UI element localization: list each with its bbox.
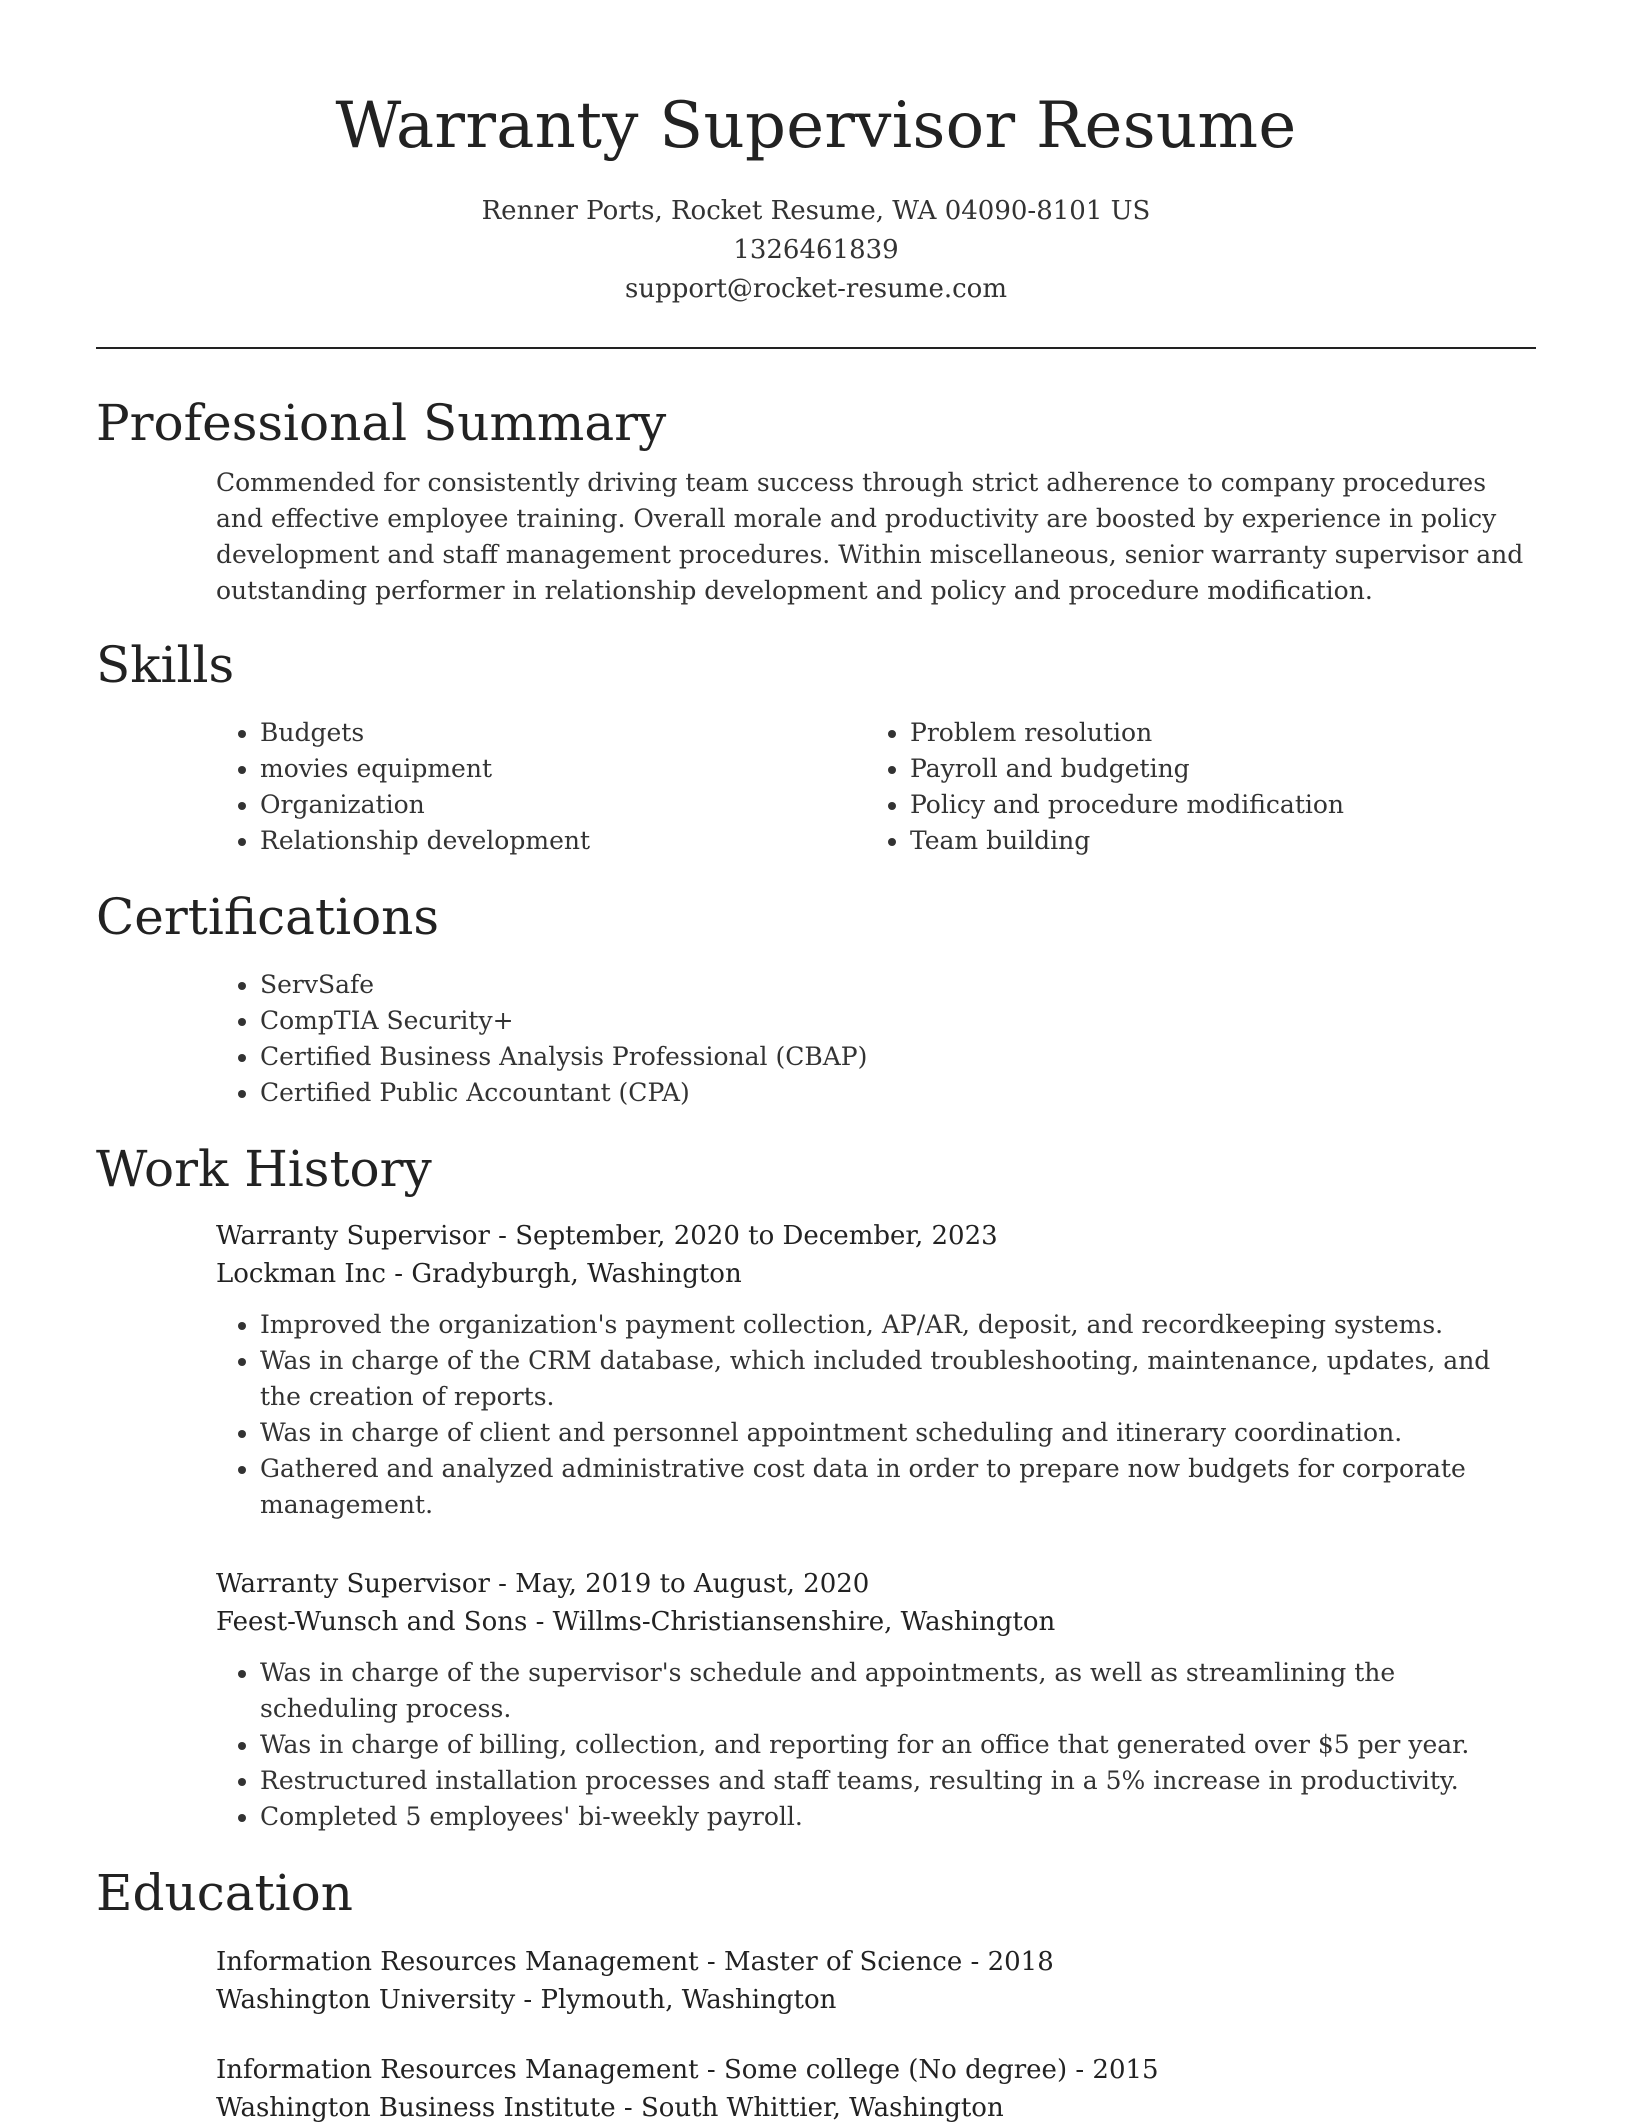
education-section [96,1861,1536,2127]
education-year: 2015 [1092,2055,1159,2085]
skill-item: • Relationship development [260,823,866,859]
job-company-line [216,1603,1536,1641]
job-title: Warranty Supervisor [216,1221,490,1251]
skill-item: • Budgets [260,715,866,751]
job-location: Gradyburgh, Washington [411,1259,742,1289]
separator: - [489,1221,516,1251]
skill-item: • Team building [910,823,1516,859]
contact-address: Renner Ports, Rocket Resume, WA 04090-8101 US [481,196,1151,226]
separator: - [489,1569,516,1599]
skill-item: • Organization [260,787,866,823]
certification-item: • CompTIA Security+ [260,1003,1536,1039]
job-company: Feest-Wunsch and Sons [216,1607,528,1637]
job-company-line [216,1255,1536,1293]
skill-item: • Problem resolution [910,715,1516,751]
certification-item: • Certified Business Analysis Professional (CBAP) [260,1039,1536,1075]
summary-heading: Professional Summary [96,394,667,452]
education-school: Washington Business Institute [216,2093,616,2123]
education-degree: Some college (No degree) [723,2055,1068,2085]
job-bullet: • Was in charge of the CRM database, which included troubleshooting, maintenance, updates, and the creation of reports. [260,1343,1536,1415]
skill-item: • Payroll and budgeting [910,751,1516,787]
education-field: Information Resources Management [216,1947,699,1977]
education-entry [96,2051,1536,2127]
skill-item: • Policy and procedure modification [910,787,1516,823]
certification-item: • ServSafe [260,967,1536,1003]
education-degree: Master of Science [723,1947,963,1977]
skills-grid [96,715,1536,859]
skills-list-right [866,715,1516,859]
contact-email: support@rocket-resume.com [624,274,1007,304]
job-title: Warranty Supervisor [216,1569,490,1599]
education-school-line [216,1981,1536,2019]
education-degree-line [216,1943,1536,1981]
separator: - [615,2093,641,2123]
certifications-heading: Certifications [96,888,440,946]
separator: - [385,1259,412,1289]
certification-item: • Certified Public Accountant (CPA) [260,1075,1536,1111]
certifications-list [96,967,1536,1111]
job-entry [96,1565,1536,1835]
education-year: 2018 [987,1947,1054,1977]
job-bullet: • Improved the organization's payment collection, AP/AR, deposit, and recordkeeping systems. [260,1307,1536,1343]
skill-item: • movies equipment [260,751,866,787]
contact-block [96,192,1536,309]
education-degree-line [216,2051,1536,2089]
resume-page [96,0,1536,2127]
job-bullet: • Gathered and analyzed administrative cost data in order to prepare now budgets for corporate management. [260,1451,1536,1523]
job-dates: May, 2019 to August, 2020 [515,1569,870,1599]
job-bullet: • Was in charge of the supervisor's schedule and appointments, as well as streamlining the scheduling process. [260,1655,1536,1727]
education-entry [96,1943,1536,2019]
job-location: Willms-Christiansenshire, Washington [552,1607,1056,1637]
education-school: Washington University [216,1985,516,2015]
job-dates: September, 2020 to December, 2023 [515,1221,998,1251]
skills-list-left [216,715,866,859]
resume-title: Warranty Supervisor Resume [335,89,1297,163]
work-history-section [96,1137,1536,1835]
separator: - [698,1947,724,1977]
job-bullets [216,1655,1536,1835]
education-location: Plymouth, Washington [540,1985,837,2015]
job-bullets [216,1307,1536,1523]
education-school-line [216,2089,1536,2127]
separator: - [515,1985,541,2015]
certifications-section [96,885,1536,1111]
job-bullet: • Completed 5 employees' bi-weekly payroll. [260,1799,1536,1835]
summary-section [96,391,1536,609]
job-company: Lockman Inc [216,1259,386,1289]
job-bullet: • Restructured installation processes and staff teams, resulting in a 5% increase in productivity. [260,1763,1536,1799]
contact-phone: 1326461839 [733,235,899,265]
education-location: South Whittier, Washington [640,2093,1004,2123]
separator: - [1067,2055,1093,2085]
job-bullet: • Was in charge of billing, collection, and reporting for an office that generated over $5 per year. [260,1727,1536,1763]
skills-heading: Skills [96,636,235,694]
work-history-heading: Work History [96,1140,432,1198]
separator: - [698,2055,724,2085]
summary-text: Commended for consistently driving team success through strict adherence to company procedures and effective employee training. Overall morale and productivity are boosted by experience in policy development and staff management procedures. Within miscellaneous, senior warranty supervisor and outstanding performer in relationship development and policy and procedure modification. [216,468,1524,605]
separator: - [527,1607,553,1637]
separator: - [962,1947,988,1977]
education-heading: Education [96,1864,353,1922]
job-title-line [216,1217,1536,1255]
header-divider [96,347,1536,349]
skills-section [96,633,1536,859]
job-entry [96,1217,1536,1523]
education-field: Information Resources Management [216,2055,699,2085]
job-bullet: • Was in charge of client and personnel appointment scheduling and itinerary coordination. [260,1415,1536,1451]
job-title-line [216,1565,1536,1603]
